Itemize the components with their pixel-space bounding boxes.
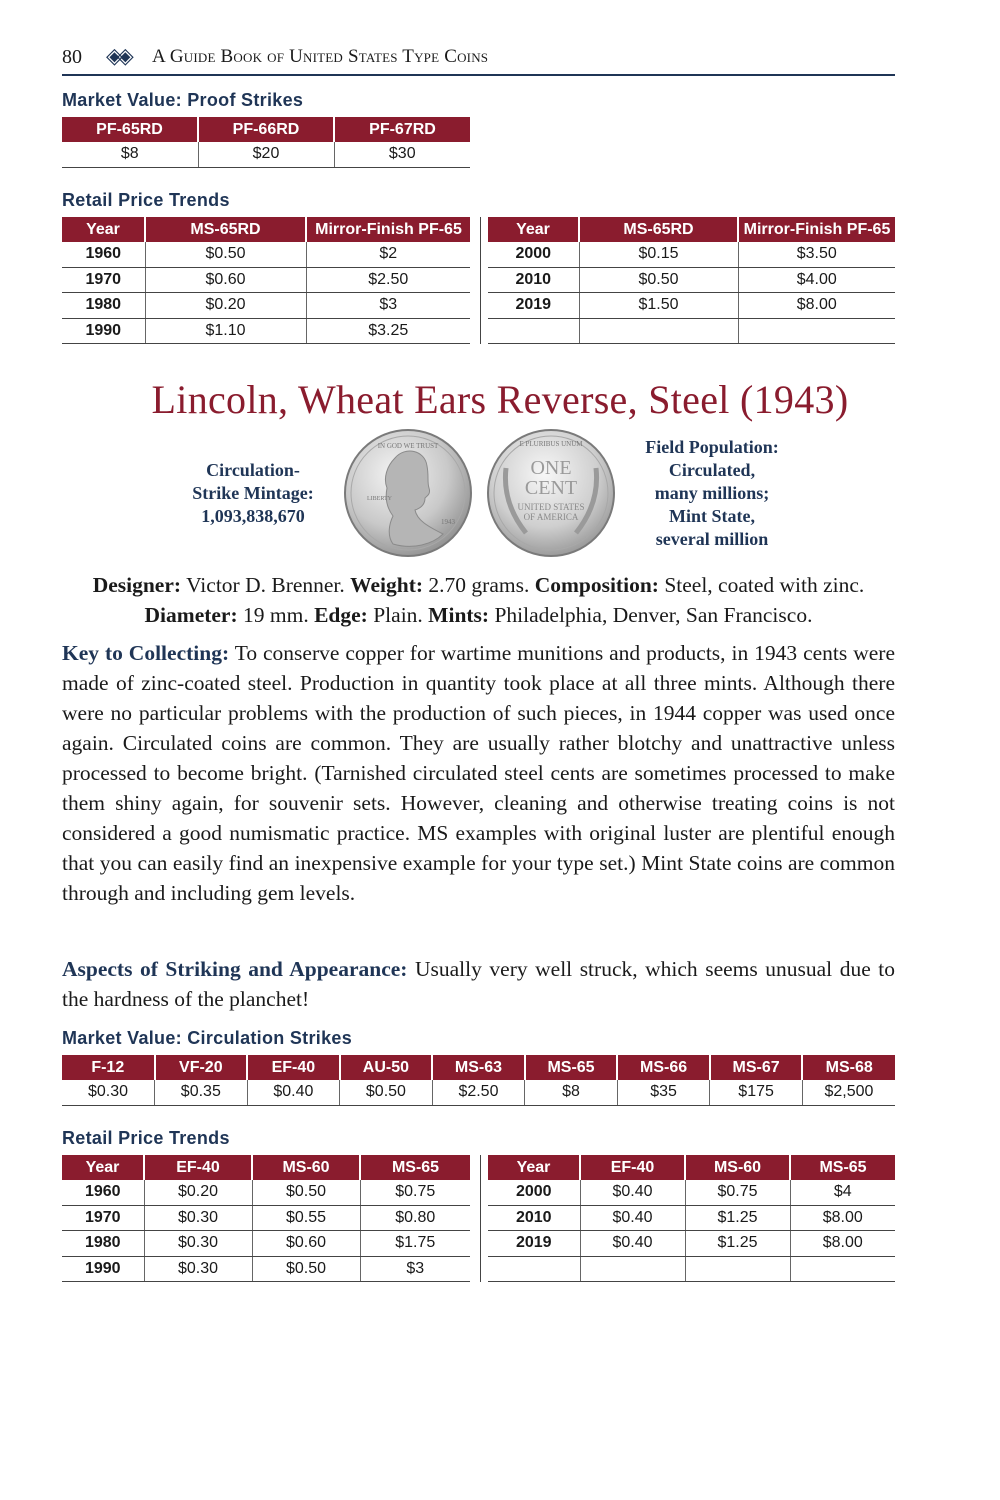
- column-header: MS-60: [685, 1155, 790, 1180]
- table-row: [62, 1256, 470, 1282]
- value-cell: [579, 318, 738, 344]
- value-cell: $0.80: [360, 1205, 470, 1231]
- column-header: Mirror-Finish PF-65: [306, 217, 470, 242]
- column-header: PF-67RD: [334, 117, 470, 142]
- svg-text:OF AMERICA: OF AMERICA: [523, 512, 579, 522]
- edge-value: Plain.: [373, 603, 423, 627]
- year-cell: 1960: [62, 242, 145, 267]
- coin-reverse-image: [486, 428, 616, 558]
- weight-value: 2.70 grams.: [428, 573, 530, 597]
- coin-type-title: Lincoln, Wheat Ears Reverse, Steel (1943): [151, 377, 849, 422]
- value-cell: $2: [306, 242, 470, 267]
- value-cell: $0.75: [360, 1180, 470, 1205]
- year-cell: 1960: [62, 1180, 144, 1205]
- table-row: [62, 318, 470, 344]
- population-line: Field Population:: [645, 437, 779, 457]
- value-cell: $2.50: [306, 267, 470, 293]
- table-row: [488, 1256, 895, 1282]
- retail-trends-2-right-table: [488, 1155, 895, 1282]
- year-cell: 2000: [488, 242, 579, 267]
- year-cell: 2010: [488, 1205, 580, 1231]
- column-header: MS-65RD: [145, 217, 306, 242]
- value-cell: $8.00: [738, 293, 895, 319]
- value-cell: [685, 1256, 790, 1282]
- diameter-label: Diameter:: [144, 603, 238, 627]
- value-cell: $0.30: [144, 1231, 252, 1257]
- column-header: Year: [488, 217, 579, 242]
- table-row: [62, 1180, 470, 1205]
- mintage-info: [180, 459, 326, 528]
- year-cell: 2010: [488, 267, 579, 293]
- retail-trends-2-title: Retail Price Trends: [62, 1128, 230, 1148]
- value-cell: $1.75: [360, 1231, 470, 1257]
- table-row: [488, 242, 895, 267]
- value-cell: [738, 318, 895, 344]
- year-cell: 1980: [62, 293, 145, 319]
- field-population-info: [632, 436, 792, 551]
- value-cell: $1.50: [579, 293, 738, 319]
- table-row: [488, 293, 895, 319]
- circ-values-table: [62, 1055, 895, 1106]
- svg-text:CENT: CENT: [524, 477, 578, 499]
- column-header: MS-65RD: [579, 217, 738, 242]
- value-cell: $1.25: [685, 1205, 790, 1231]
- column-header: Year: [62, 1155, 144, 1180]
- value-cell: $0.40: [247, 1080, 340, 1105]
- year-cell: 2019: [488, 293, 579, 319]
- value-cell: $8: [525, 1080, 618, 1105]
- mintage-line: Circulation-: [206, 460, 300, 480]
- year-cell: 2019: [488, 1231, 580, 1257]
- value-cell: $20: [198, 142, 334, 167]
- value-cell: $0.30: [144, 1205, 252, 1231]
- value-cell: [580, 1256, 685, 1282]
- retail-trends-2-left-table: [62, 1155, 470, 1282]
- mintage-line: 1,093,838,670: [201, 506, 305, 526]
- value-cell: $0.50: [579, 267, 738, 293]
- weight-label: Weight:: [350, 573, 424, 597]
- value-cell: $0.30: [144, 1256, 252, 1282]
- table-row: [488, 1180, 895, 1205]
- year-cell: [488, 1256, 580, 1282]
- table-divider: [480, 1155, 481, 1282]
- population-line: many millions;: [654, 483, 770, 503]
- year-cell: 1990: [62, 1256, 144, 1282]
- population-line: Mint State,: [669, 506, 755, 526]
- retail-trends-1-right-table: [488, 217, 895, 344]
- column-header: Year: [62, 217, 145, 242]
- value-cell: $3.25: [306, 318, 470, 344]
- value-cell: [790, 1256, 895, 1282]
- svg-text:1943: 1943: [441, 518, 455, 526]
- value-cell: $0.40: [580, 1180, 685, 1205]
- value-cell: $0.50: [145, 242, 306, 267]
- composition-label: Composition:: [534, 573, 659, 597]
- value-cell: $0.55: [252, 1205, 360, 1231]
- column-header: PF-66RD: [198, 117, 334, 142]
- svg-text:UNITED STATES: UNITED STATES: [517, 502, 585, 512]
- value-cell: $2,500: [802, 1080, 895, 1105]
- column-header: MS-65: [525, 1055, 618, 1080]
- table-row: [488, 267, 895, 293]
- proof-values-title: Market Value: Proof Strikes: [62, 90, 304, 110]
- specs-paragraph: [62, 570, 895, 630]
- value-cell: $8.00: [790, 1231, 895, 1257]
- value-cell: $0.30: [62, 1080, 155, 1105]
- column-header: PF-65RD: [62, 117, 198, 142]
- value-cell: $3: [360, 1256, 470, 1282]
- value-cell: $4.00: [738, 267, 895, 293]
- mints-label: Mints:: [428, 603, 490, 627]
- table-row: [62, 1231, 470, 1257]
- value-cell: $3.50: [738, 242, 895, 267]
- mintage-line: Strike Mintage:: [192, 483, 314, 503]
- retail-trends-1-title: Retail Price Trends: [62, 190, 230, 210]
- column-header: MS-65: [360, 1155, 470, 1180]
- value-cell: $1.25: [685, 1231, 790, 1257]
- column-header: EF-40: [580, 1155, 685, 1180]
- key-to-collecting-label: Key to Collecting:: [62, 641, 230, 665]
- book-title: A Guide Book of United States Type Coins: [152, 46, 489, 67]
- running-head: [62, 44, 895, 76]
- table-row: [62, 267, 470, 293]
- column-header: MS-67: [710, 1055, 803, 1080]
- value-cell: $0.60: [145, 267, 306, 293]
- table-row: [488, 318, 895, 344]
- table-row: [62, 1205, 470, 1231]
- column-header: Year: [488, 1155, 580, 1180]
- table-row: [62, 242, 470, 267]
- column-header: MS-63: [432, 1055, 525, 1080]
- column-header: MS-68: [802, 1055, 895, 1080]
- column-header: AU-50: [340, 1055, 433, 1080]
- table-divider: [480, 217, 481, 344]
- ornament-icon: ◈◈: [106, 43, 128, 68]
- value-cell: $30: [334, 142, 470, 167]
- proof-values-table: [62, 117, 470, 168]
- striking-label: Aspects of Striking and Appearance:: [62, 957, 408, 981]
- diameter-value: 19 mm.: [243, 603, 309, 627]
- column-header: Mirror-Finish PF-65: [738, 217, 895, 242]
- value-cell: $3: [306, 293, 470, 319]
- mints-value: Philadelphia, Denver, San Francisco.: [494, 603, 813, 627]
- svg-text:IN GOD WE TRUST: IN GOD WE TRUST: [377, 442, 439, 450]
- column-header: EF-40: [144, 1155, 252, 1180]
- value-cell: $0.75: [685, 1180, 790, 1205]
- value-cell: $4: [790, 1180, 895, 1205]
- year-cell: 1970: [62, 1205, 144, 1231]
- value-cell: $0.20: [145, 293, 306, 319]
- value-cell: $35: [617, 1080, 710, 1105]
- designer-value: Victor D. Brenner.: [186, 573, 345, 597]
- value-cell: $175: [710, 1080, 803, 1105]
- population-line: Circulated,: [668, 460, 756, 480]
- year-cell: 1970: [62, 267, 145, 293]
- value-cell: $0.20: [144, 1180, 252, 1205]
- striking-text: Usually very well struck, which seems unusual due to the hardness of the planchet!: [62, 957, 895, 1011]
- svg-text:ONE: ONE: [530, 457, 572, 479]
- value-cell: $0.15: [579, 242, 738, 267]
- coin-obverse-image: [343, 428, 473, 558]
- value-cell: $0.35: [155, 1080, 248, 1105]
- value-cell: $0.50: [252, 1256, 360, 1282]
- year-cell: 1990: [62, 318, 145, 344]
- year-cell: 1980: [62, 1231, 144, 1257]
- value-cell: $0.50: [340, 1080, 433, 1105]
- value-cell: $0.60: [252, 1231, 360, 1257]
- value-cell: $0.40: [580, 1205, 685, 1231]
- table-row: [488, 1205, 895, 1231]
- table-row: [62, 293, 470, 319]
- key-to-collecting-paragraph: [62, 638, 895, 908]
- value-cell: $0.40: [580, 1231, 685, 1257]
- composition-value: Steel, coated with zinc.: [664, 573, 865, 597]
- column-header: MS-66: [617, 1055, 710, 1080]
- column-header: F-12: [62, 1055, 155, 1080]
- key-to-collecting-text: To conserve copper for wartime munitions and products, in 1943 cents were made of zinc-coated steel. Production in quantity took place at all three mints. Although there were no particular problems with the production of such pieces, in 1944 copper was used once again. Circulated coins are common. They are usually rather blotchy and unattractive unless processed to become bright. (Tarnished circulated steel cents are sometimes processed to make them shiny again, for souvenir sets. However, cleaning and otherwise treating coins is not considered a good numismatic practice. MS examples with original luster are plentiful enough that you can easily find an inexpensive example for your type set.) Mint State coins are common through and including gem levels.: [62, 641, 895, 905]
- column-header: MS-65: [790, 1155, 895, 1180]
- table-row: [488, 1231, 895, 1257]
- striking-paragraph: [62, 954, 895, 1014]
- circ-values-title: Market Value: Circulation Strikes: [62, 1028, 352, 1048]
- year-cell: 2000: [488, 1180, 580, 1205]
- value-cell: $0.50: [252, 1180, 360, 1205]
- edge-label: Edge:: [314, 603, 368, 627]
- page-number: 80: [62, 46, 82, 68]
- column-header: VF-20: [155, 1055, 248, 1080]
- column-header: EF-40: [247, 1055, 340, 1080]
- designer-label: Designer:: [92, 573, 182, 597]
- column-header: MS-60: [252, 1155, 360, 1180]
- value-cell: $2.50: [432, 1080, 525, 1105]
- retail-trends-1-left-table: [62, 217, 470, 344]
- value-cell: $1.10: [145, 318, 306, 344]
- value-cell: $8.00: [790, 1205, 895, 1231]
- svg-text:E PLURIBUS UNUM: E PLURIBUS UNUM: [519, 440, 583, 448]
- svg-text:LIBERTY: LIBERTY: [367, 496, 392, 502]
- population-line: several million: [655, 529, 769, 549]
- year-cell: [488, 318, 579, 344]
- value-cell: $8: [62, 142, 198, 167]
